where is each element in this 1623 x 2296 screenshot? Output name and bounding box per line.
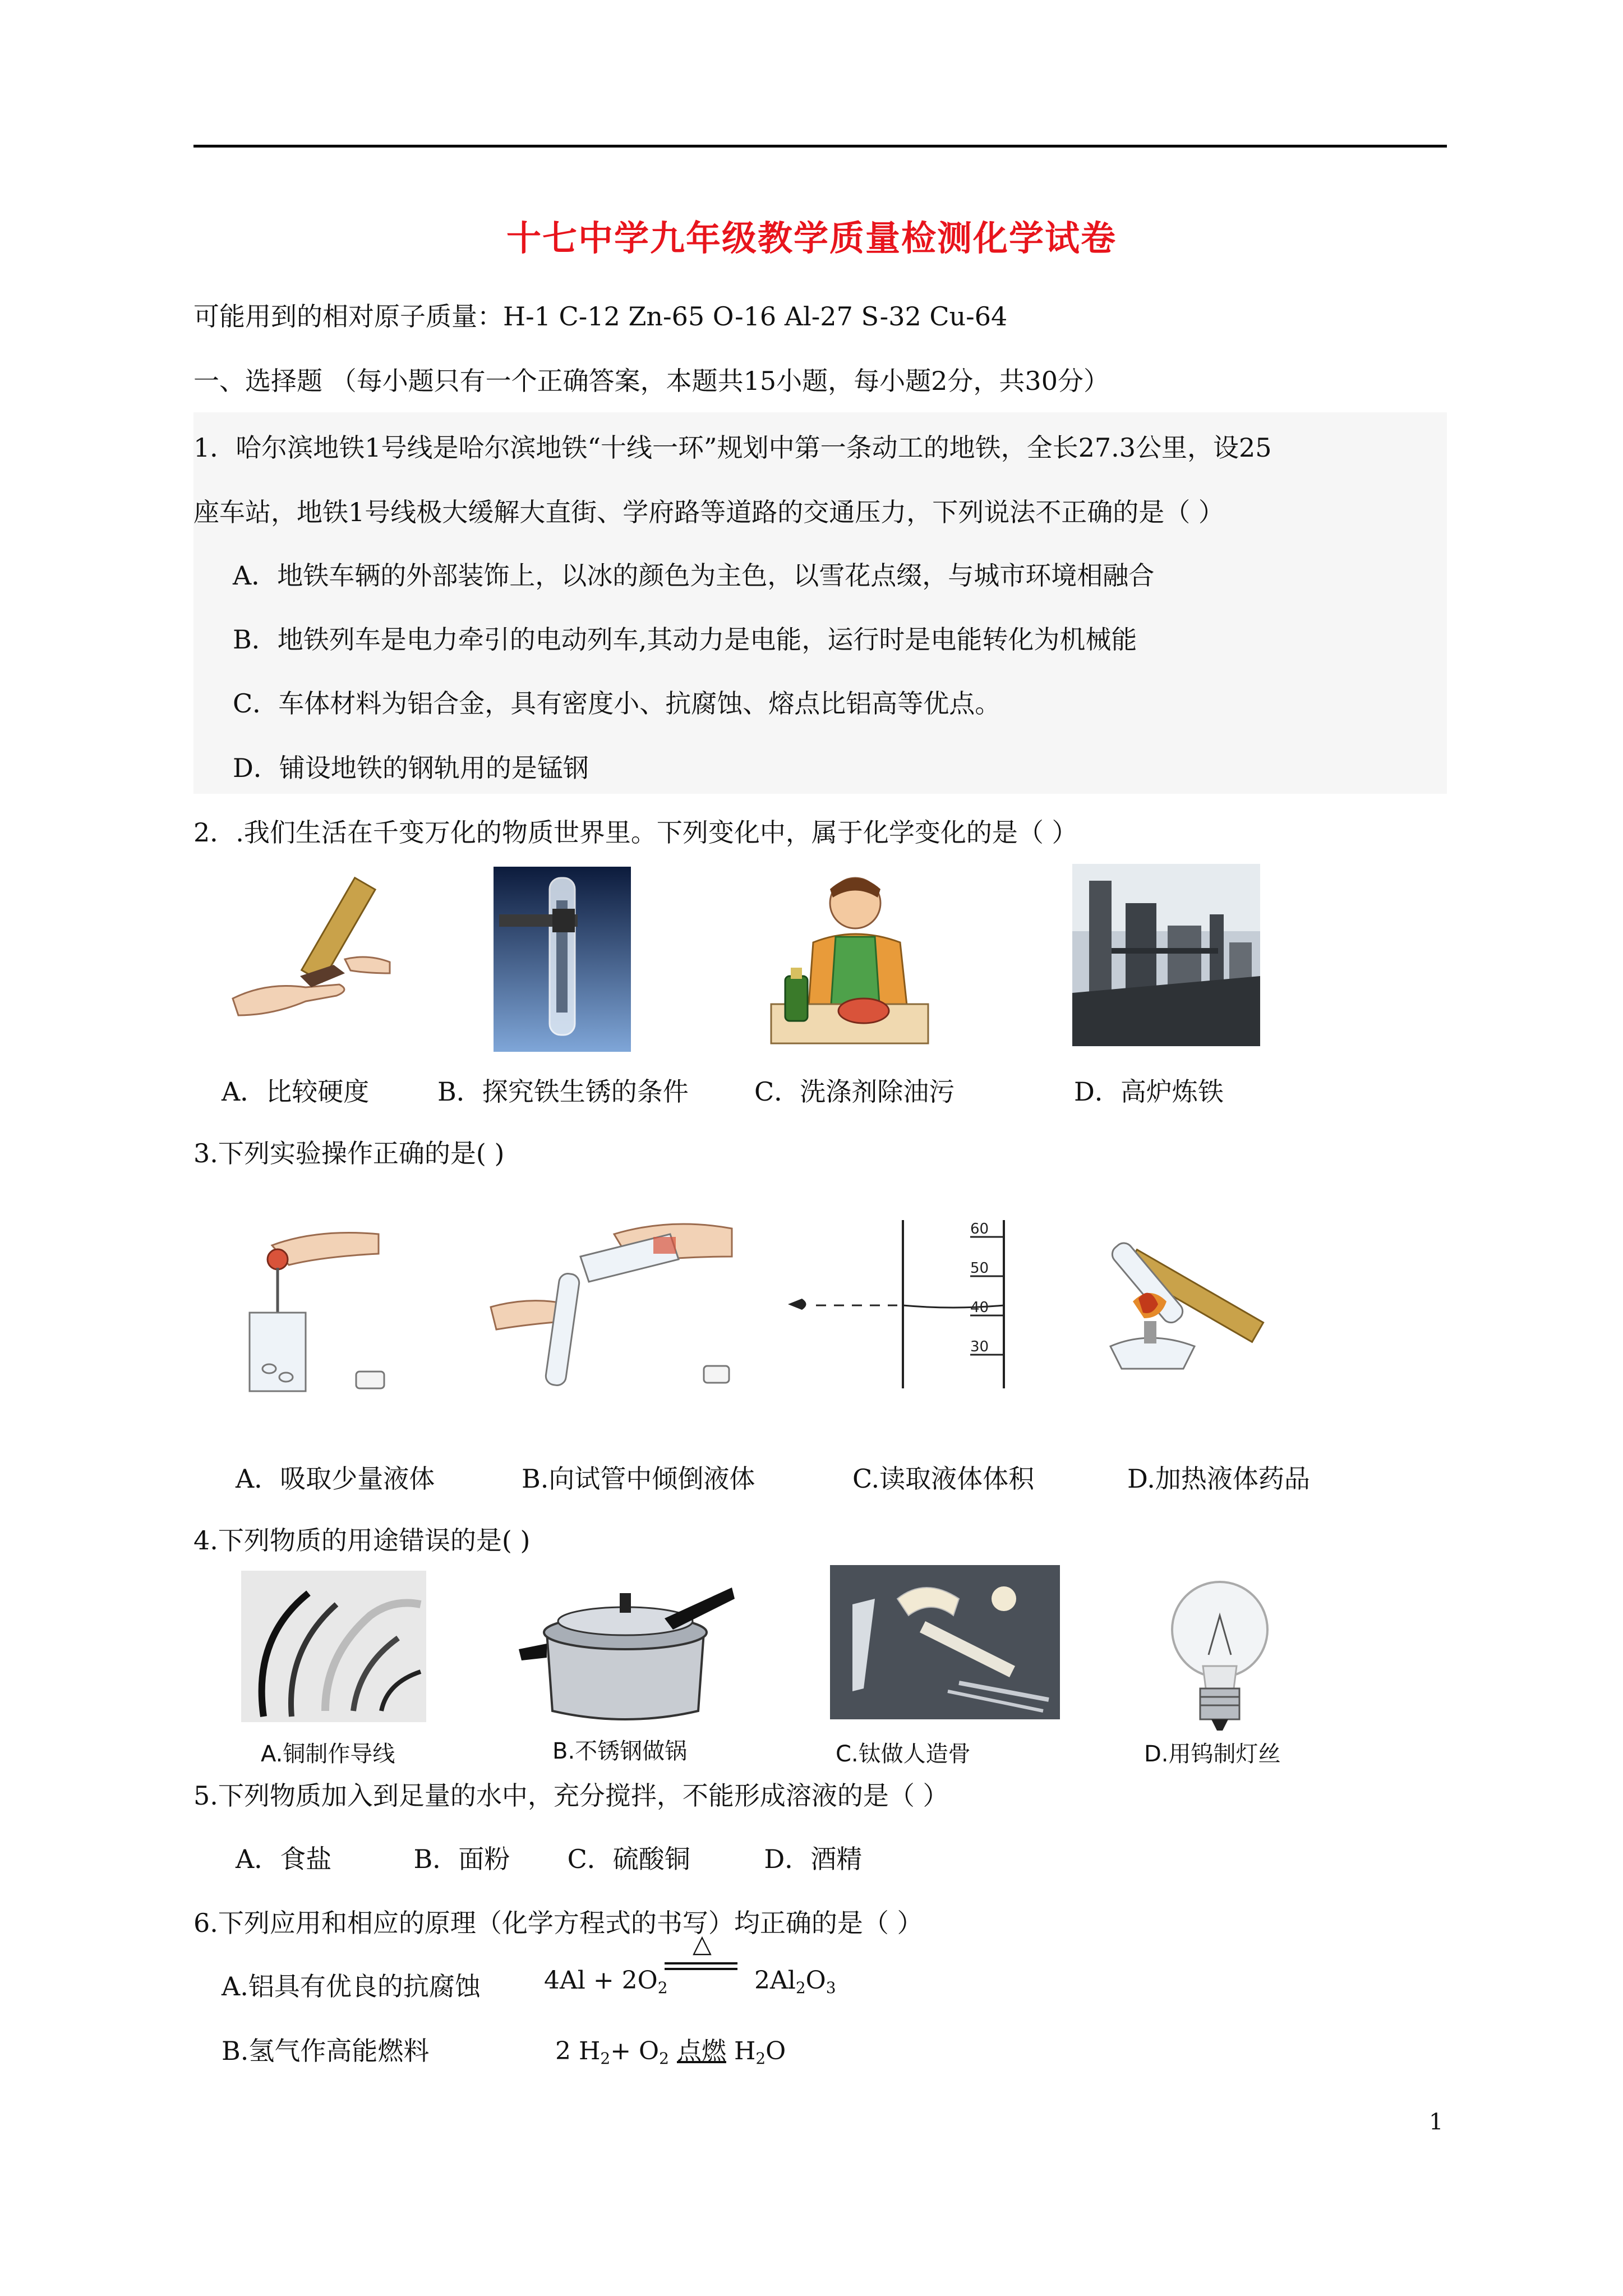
q1-option-d: D．铺设地铁的钢轨用的是锰钢	[233, 753, 589, 783]
q3-stem: 3.下列实验操作正确的是( )	[193, 1138, 505, 1168]
q4-option-b: B.不锈钢做锅	[552, 1738, 688, 1764]
q6-option-b-equation: 2 $H_2+ O_2$ 点燃 $H_2O$	[555, 2037, 786, 2068]
eq-bar-bottom	[665, 1968, 737, 1970]
q6-option-b-text: B.氢气作高能燃料	[222, 2036, 430, 2066]
steel-pot-image	[513, 1565, 737, 1733]
q2-option-d: D．高炉炼铁	[1074, 1076, 1224, 1107]
q1-stem-line1: 1．哈尔滨地铁1号线是哈尔滨地铁“十线一环”规划中第一条动工的地铁，全长27.3公里，设25	[193, 432, 1272, 463]
q2-stem: 2．.我们生活在千变万化的物质世界里。下列变化中，属于化学变化的是（ ）	[193, 817, 1078, 848]
detergent-washing-image	[760, 864, 934, 1055]
q3-option-c: C.读取液体体积	[852, 1464, 1035, 1494]
q2-option-c: C．洗涤剂除油污	[754, 1076, 955, 1107]
pour-liquid-image	[485, 1212, 749, 1402]
q1-stem-line2: 座车站，地铁1号线极大缓解大直街、学府路等道路的交通压力，下列说法不正确的是（ ）	[193, 497, 1224, 527]
cylinder-tick-30: 30	[970, 1338, 989, 1355]
copper-wire-image	[241, 1571, 426, 1722]
page-title: 十七中学九年级教学质量检测化学试卷	[506, 218, 1117, 259]
q6-option-a-text: A.铝具有优良的抗腐蚀	[222, 1971, 481, 2001]
hardness-compare-image	[222, 875, 407, 1027]
section-heading: 一、选择题 （每小题只有一个正确答案，本题共15小题，每小题2分，共30分）	[193, 366, 1109, 396]
q6-option-a-reactants: $4Al + 2O_2$	[544, 1966, 668, 1997]
dropper-suction-image	[193, 1212, 418, 1402]
page-number: 1	[1429, 2109, 1444, 2135]
q4-option-a: A.铜制作导线	[261, 1741, 395, 1767]
q6-stem: 6.下列应用和相应的原理（化学方程式的书写）均正确的是（ ）	[193, 1908, 923, 1938]
cylinder-tick-50: 50	[970, 1260, 989, 1277]
atomic-masses: 可能用到的相对原子质量：H-1 C-12 Zn-65 O-16 Al-27 S-32 Cu-64	[193, 301, 1008, 332]
q3-option-b: B.向试管中倾倒液体	[522, 1464, 755, 1494]
q4-option-d: D.用钨制灯丝	[1144, 1741, 1281, 1767]
q1-option-a: A．地铁车辆的外部装饰上，以冰的颜色为主色，以雪花点缀，与城市环境相融合	[233, 560, 1155, 591]
q1-option-b: B．地铁列车是电力牵引的电动列车,其动力是电能，运行时是电能转化为机械能	[233, 624, 1137, 655]
q6-option-b-condition: 点燃	[676, 2037, 726, 2065]
top-rule	[193, 145, 1447, 148]
q4-stem: 4.下列物质的用途错误的是( )	[193, 1525, 531, 1556]
cylinder-tick-40: 40	[970, 1299, 989, 1316]
question-1-box	[193, 412, 1447, 794]
cylinder-tick-60: 60	[970, 1221, 989, 1237]
iron-rust-tube-image	[494, 867, 631, 1052]
q4-option-c: C.钛做人造骨	[836, 1741, 971, 1767]
q1-option-c: C．车体材料为铝合金，具有密度小、抗腐蚀、熔点比铝高等优点。	[233, 688, 1001, 719]
q2-option-b: B．探究铁生锈的条件	[437, 1076, 689, 1107]
tungsten-bulb-image	[1155, 1576, 1284, 1733]
titanium-bone-image	[830, 1565, 1060, 1719]
q3-option-d: D.加热液体药品	[1127, 1464, 1310, 1494]
q5-options: A．食盐 B．面粉 C．硫酸铜 D．酒精	[236, 1844, 863, 1874]
q6-option-a-product: $2Al_2O_3$	[754, 1966, 836, 1997]
q2-option-a: A．比较硬度	[222, 1076, 370, 1107]
read-volume-image	[785, 1220, 1032, 1388]
q5-stem: 5.下列物质加入到足量的水中，充分搅拌，不能形成溶液的是（ ）	[193, 1780, 949, 1811]
q3-option-a: A．吸取少量液体	[236, 1464, 435, 1494]
heat-liquid-image	[1077, 1200, 1324, 1386]
q6-option-a-condition: △	[693, 1930, 712, 1958]
blast-furnace-image	[1072, 864, 1260, 1046]
eq-bar-top	[665, 1962, 737, 1964]
